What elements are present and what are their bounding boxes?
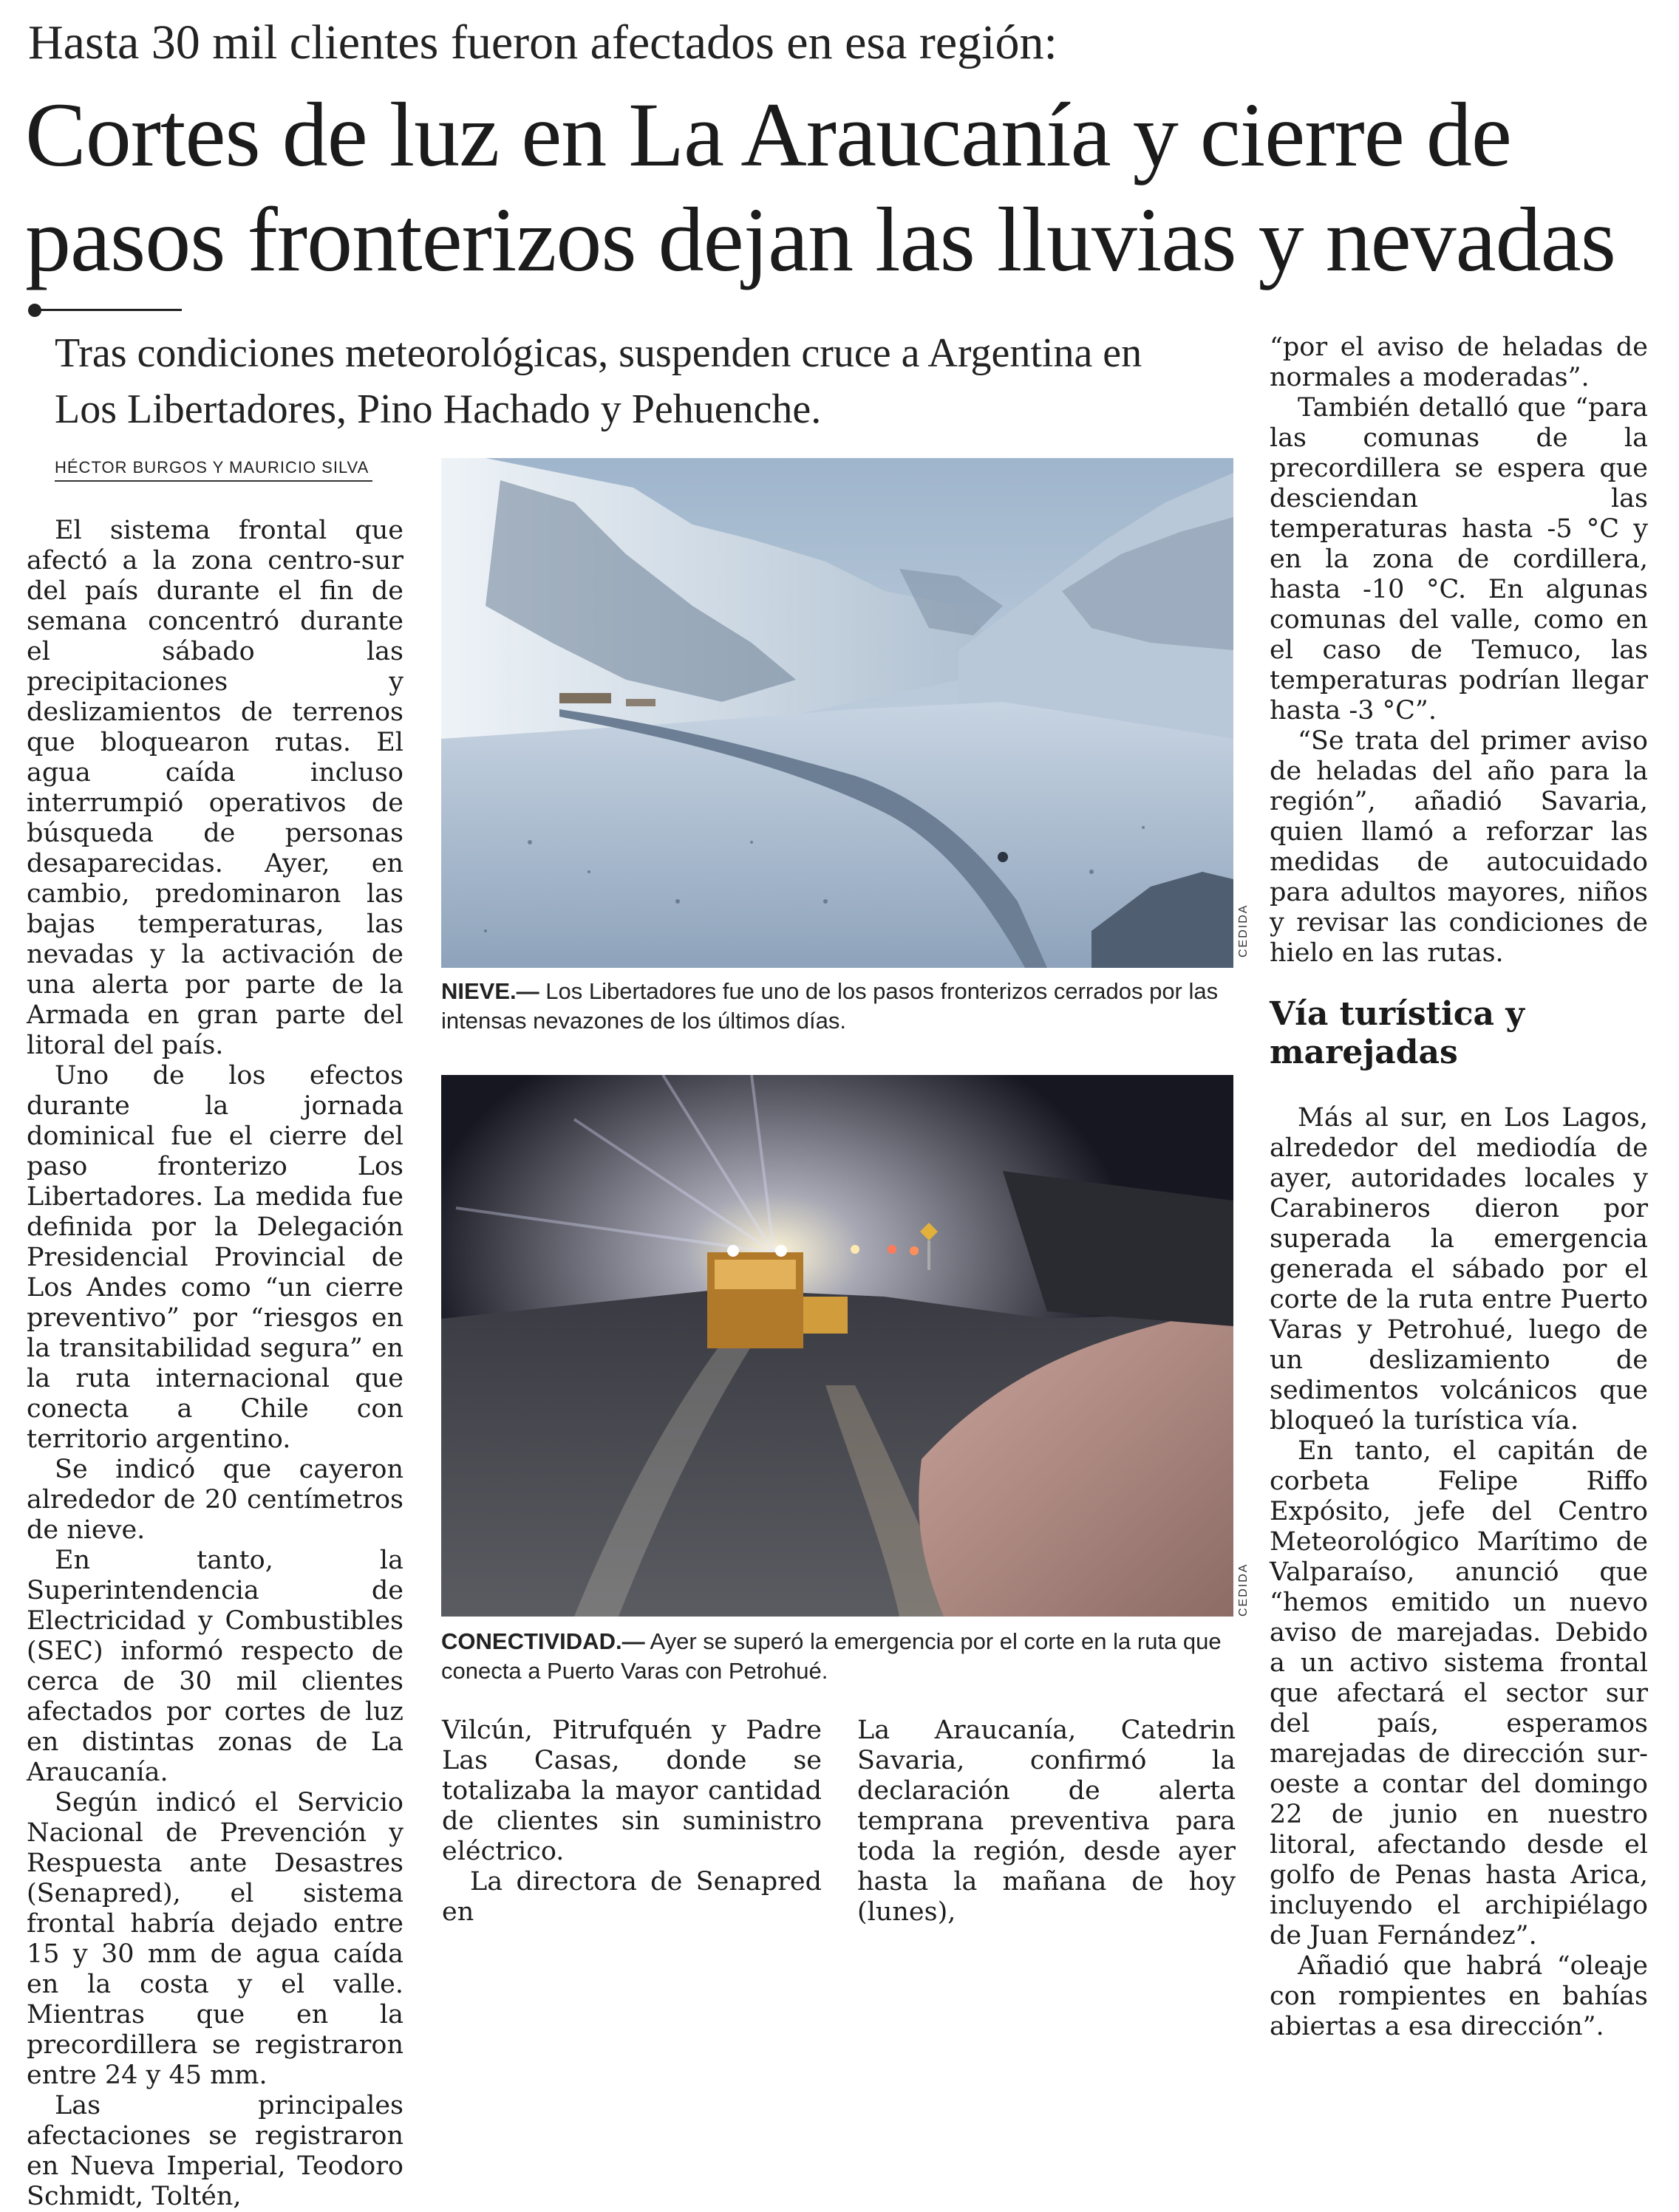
caption-text: Ayer se superó la emergencia por el corte en la ruta que conecta a Puerto Varas con Petrohué. xyxy=(441,1628,1222,1684)
paragraph: Las principales afectaciones se registraron en Nueva Imperial, Teodoro Schmidt, Toltén, xyxy=(27,2091,403,2211)
photo-snow-pass xyxy=(441,458,1233,968)
photo-caption-snow xyxy=(441,977,1239,1036)
section-rule-dot xyxy=(28,304,41,317)
photo-credit: CEDIDA xyxy=(1237,1563,1250,1617)
photo-credit: CEDIDA xyxy=(1237,904,1250,957)
paragraph: Se indicó que cayeron alrededor de 20 centímetros de nieve. xyxy=(27,1455,403,1545)
paragraph: En tanto, el capitán de corbeta Felipe Riffo Expósito, jefe del Centro Meteorológico Marítimo de Valparaíso, anunció que “hemos emitido un nuevo aviso de marejadas. Debido a un activo sistema frontal que afectará el sector sur del país, esperamos marejadas de dirección sur-oeste a contar del domingo 22 de junio en nuestro litoral, afectando desde el golfo de Penas hasta Arica, incluyendo el archipiélago de Juan Fernández”. xyxy=(1270,1436,1648,1950)
photo-night-road xyxy=(441,1075,1233,1617)
article-byline: HÉCTOR BURGOS Y MAURICIO SILVA xyxy=(55,458,372,482)
paragraph: El sistema frontal que afectó a la zona centro-sur del país durante el fin de semana concentró durante el sábado las precipitaciones y deslizamientos de terrenos que bloquearon rutas. El agua caída incluso interrumpió operativos de búsqueda de personas desaparecidas. Ayer, en cambio, predominaron las bajas temperaturas, las nevadas y la activación de una alerta por parte de la Armada en gran parte del litoral del país. xyxy=(27,516,403,1060)
paragraph: “por el aviso de heladas de normales a moderadas”. xyxy=(1270,332,1648,392)
body-column-2 xyxy=(442,1716,822,1928)
paragraph: En tanto, la Superintendencia de Electricidad y Combustibles (SEC) informó respecto de cerca de 30 mil clientes afectados por cortes de luz en distintas zonas de La Araucanía. xyxy=(27,1546,403,1787)
caption-label: NIEVE.— xyxy=(441,978,539,1004)
section-rule xyxy=(34,309,182,311)
paragraph: La Araucanía, Catedrin Savaria, confirmó la declaración de alerta temprana preventiva para toda la región, desde ayer hasta la mañana de hoy (lunes), xyxy=(857,1716,1236,1927)
paragraph: Añadió que habrá “oleaje con rompientes en bahías abiertas a esa dirección”. xyxy=(1270,1951,1648,2041)
article-kicker: Hasta 30 mil clientes fueron afectados en esa región: xyxy=(28,16,1058,69)
body-column-1 xyxy=(27,516,403,2212)
paragraph: Más al sur, en Los Lagos, alrededor del mediodía de ayer, autoridades locales y Carabineros dieron por superada la emergencia generada el sábado por el corte de la ruta entre Puerto Varas y Petrohué, luego de un deslizamiento de sedimentos volcánicos que bloqueó la turística vía. xyxy=(1270,1103,1648,1436)
photo-caption-road xyxy=(441,1627,1239,1686)
paragraph: “Se trata del primer aviso de heladas del año para la región”, añadió Savaria, quien llamó a reforzar las medidas de autocuidado para adultos mayores, niños y revisar las condiciones de hielo en las rutas. xyxy=(1270,726,1648,968)
paragraph: La directora de Senapred en xyxy=(442,1867,822,1927)
paragraph: También detalló que “para las comunas de la precordillera se espera que desciendan las temperaturas hasta -5 °C y en la zona de cordillera, hasta -10 °C. En algunas comunas del valle, como en el caso de Temuco, las temperaturas podrían llegar hasta -3 °C”. xyxy=(1270,393,1648,726)
caption-text: Los Libertadores fue uno de los pasos fronterizos cerrados por las intensas nevazones de los últimos días. xyxy=(441,978,1219,1034)
paragraph: Vilcún, Pitrufquén y Padre Las Casas, donde se totalizaba la mayor cantidad de clientes sin suministro eléctrico. xyxy=(442,1716,822,1866)
paragraph: Uno de los efectos durante la jornada dominical fue el cierre del paso fronterizo Los Libertadores. La medida fue definida por la Delegación Presidencial Provincial de Los Andes como “un cierre preventivo” por “riesgos en la transitabilidad segura” en la ruta internacional que conecta a Chile con territorio argentino. xyxy=(27,1061,403,1454)
article-headline: Cortes de luz en La Araucanía y cierre de pasos fronterizos dejan las lluvias y nevadas xyxy=(25,84,1615,290)
article-deck: Tras condiciones meteorológicas, suspenden cruce a Argentina en Los Libertadores, Pino Hachado y Pehuenche. xyxy=(55,330,1142,432)
paragraph: Según indicó el Servicio Nacional de Prevención y Respuesta ante Desastres (Senapred), el sistema frontal habría dejado entre 15 y 30 mm de agua caída en la costa y el valle. Mientras que en la precordillera se registraron entre 24 y 45 mm. xyxy=(27,1788,403,2090)
night-road-image xyxy=(441,1075,1233,1617)
caption-label: CONECTIVIDAD.— xyxy=(441,1628,645,1654)
section-subhead: Vía turística y marejadas xyxy=(1270,995,1525,1071)
body-column-3 xyxy=(857,1716,1236,1928)
snow-pass-image xyxy=(441,458,1233,968)
body-column-4 xyxy=(1270,332,1648,2042)
